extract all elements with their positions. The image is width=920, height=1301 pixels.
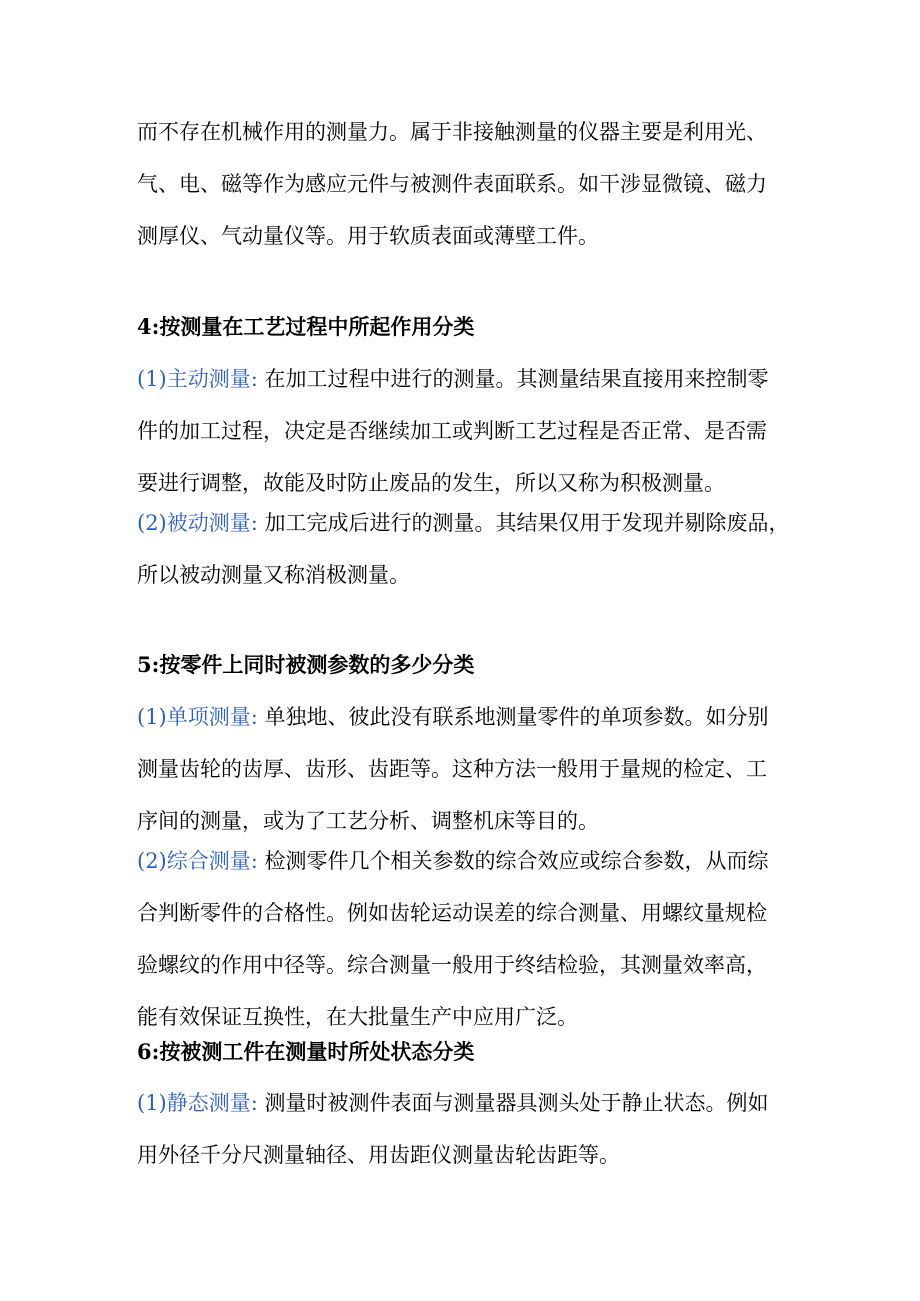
section-4-item-1-line-3: 要进行调整，故能及时防止废品的发生，所以又称为积极测量。 (137, 471, 725, 495)
intro-line-1: 而不存在机械作用的测量力。属于非接触测量的仪器主要是利用光、 (137, 120, 767, 144)
section-6-heading: 6:按被测工件在测量时所处状态分类 (137, 1039, 475, 1064)
intro-paragraph (137, 106, 787, 262)
section-5-heading: 5:按零件上同时被测参数的多少分类 (137, 652, 475, 677)
section-5-item-1-text-1: 单独地、彼此没有联系地测量零件的单项参数。如分别 (257, 705, 769, 729)
section-4-item-2-line-1 (137, 497, 790, 549)
section-5-item-1 (137, 691, 787, 847)
section-5-item-2 (137, 835, 787, 1043)
section-6-item-1-label: (1)静态测量: (137, 1091, 258, 1115)
section-5-item-1-line-2: 测量齿轮的齿厚、齿形、齿距等。这种方法一般用于量规的检定、工 (137, 757, 767, 781)
section-5-item-2-line-1 (137, 835, 787, 887)
section-4-item-2-line-2: 所以被动测量又称消极测量。 (137, 563, 410, 587)
intro-line-2: 气、电、磁等作为感应元件与被测件表面联系。如干涉显微镜、磁力 (137, 172, 767, 196)
section-4-item-1-line-1 (137, 353, 787, 405)
section-5-item-2-line-3: 验螺纹的作用中径等。综合测量一般用于终结检验，其测量效率高， (137, 953, 767, 977)
section-5-item-2-line-2: 合判断零件的合格性。例如齿轮运动误差的综合测量、用螺纹量规检 (137, 901, 767, 925)
section-4-heading: 4:按测量在工艺过程中所起作用分类 (137, 314, 475, 339)
section-5-item-1-line-1 (137, 691, 787, 743)
section-5-item-2-label: (2)综合测量: (137, 849, 258, 873)
section-5-item-1-line-3: 序间的测量，或为了工艺分析、调整机床等目的。 (137, 809, 599, 833)
section-4-item-1-text-1: 在加工过程中进行的测量。其测量结果直接用来控制零 (257, 367, 769, 391)
section-4-item-1-label: (1)主动测量: (137, 367, 258, 391)
section-5-item-2-text-1: 检测零件几个相关参数的综合效应或综合参数，从而综 (257, 849, 769, 873)
section-4-item-1-line-2: 件的加工过程，决定是否继续加工或判断工艺过程是否正常、是否需 (137, 419, 767, 443)
section-6-item-1 (137, 1077, 787, 1181)
section-4-item-2 (137, 497, 790, 601)
section-6-item-1-text-1: 测量时被测件表面与测量器具测头处于静止状态。例如 (257, 1091, 769, 1115)
section-5-item-1-label: (1)单项测量: (137, 705, 258, 729)
intro-line-3: 测厚仪、气动量仪等。用于软质表面或薄壁工件。 (137, 224, 599, 248)
section-4-item-1 (137, 353, 787, 509)
section-4-item-2-text-1: 加工完成后进行的测量。其结果仅用于发现并剔除废品， (257, 511, 790, 535)
section-6-item-1-line-1 (137, 1077, 787, 1129)
section-4-item-2-label: (2)被动测量: (137, 511, 258, 535)
section-6-item-1-line-2: 用外径千分尺测量轴径、用齿距仪测量齿轮齿距等。 (137, 1143, 620, 1167)
section-5-item-2-line-4: 能有效保证互换性，在大批量生产中应用广泛。 (137, 1005, 578, 1029)
